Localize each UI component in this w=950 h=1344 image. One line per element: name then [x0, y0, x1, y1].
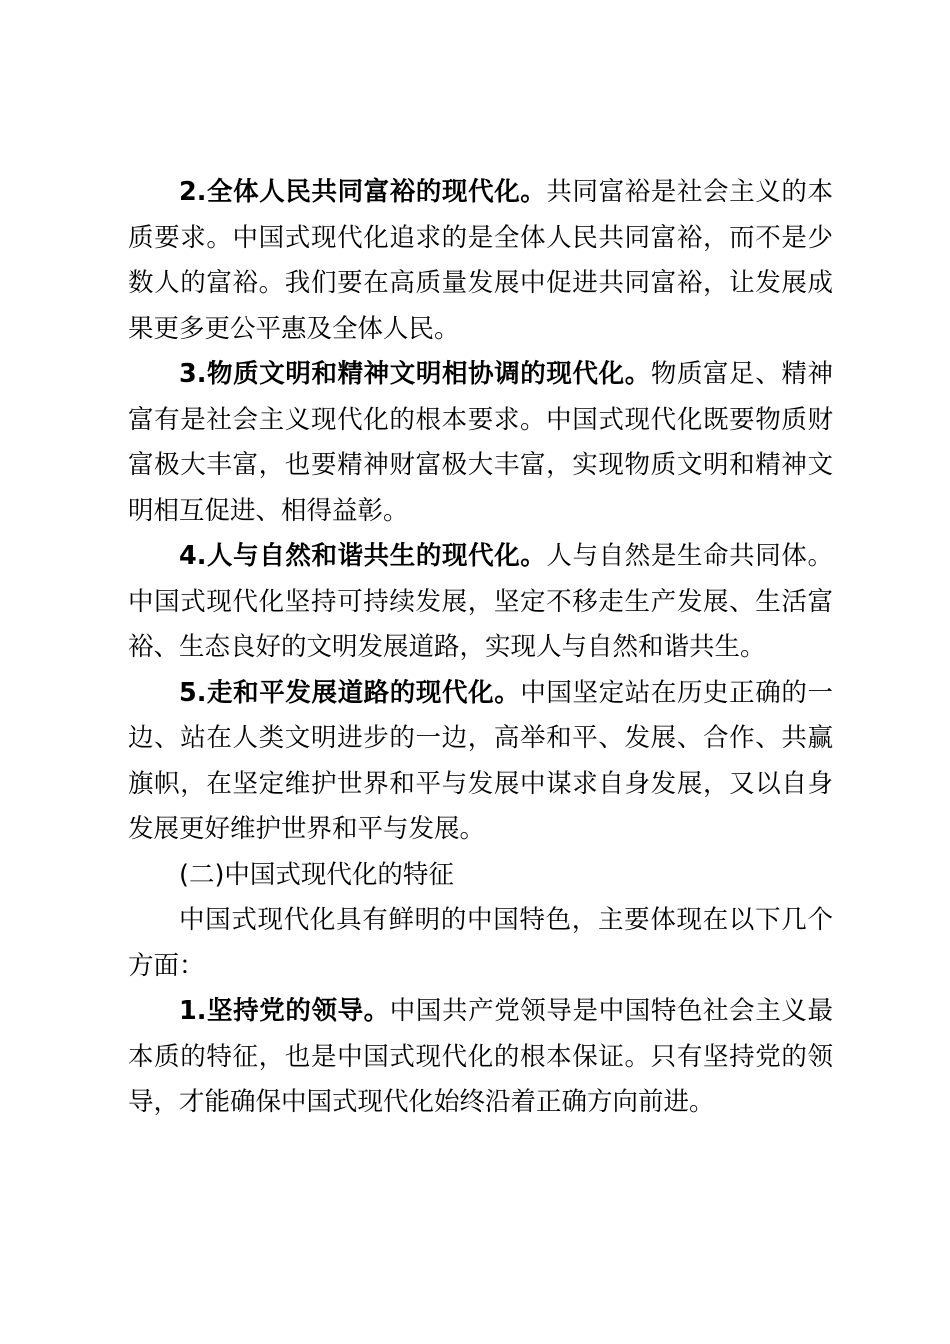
paragraph-lead: 4.人与自然和谐共生的现代化。: [179, 541, 547, 571]
intro-paragraph: 中国式现代化具有鲜明的中国特色，主要体现在以下几个方面：: [128, 905, 833, 981]
paragraph-lead: 5.走和平发展道路的现代化。: [179, 677, 521, 708]
paragraph-body: 物质富足、精神富有是社会主义现代化的根本要求。中国式现代化既要物质财富极大丰富，也要精神财富极大丰富，实现物质文明和精神文明相互促进、相得益彰。: [128, 359, 833, 526]
paragraph-peaceful-development: [128, 671, 833, 853]
paragraph-body: 中国坚定站在历史正确的一边、站在人类文明进步的一边，高举和平、发展、合作、共赢旗帜，在坚定维护世界和平与发展中谋求自身发展，又以自身发展更好维护世界和平与发展。: [128, 677, 833, 844]
paragraph-common-prosperity: [128, 170, 833, 352]
section-heading: (二)中国式现代化的特征: [179, 859, 454, 890]
paragraph-lead: 1.坚持党的领导。: [179, 996, 390, 1026]
paragraph-lead: 3.物质文明和精神文明相协调的现代化。: [179, 359, 651, 389]
paragraph-harmony-nature: [128, 534, 833, 671]
paragraph-party-leadership: [128, 989, 833, 1126]
paragraph-body: 共同富裕是社会主义的本质要求。中国式现代化追求的是全体人民共同富裕，而不是少数人的富裕。我们要在高质量发展中促进共同富裕，让发展成果更多更公平惠及全体人民。: [128, 177, 833, 344]
paragraph-lead: 2.全体人民共同富裕的现代化。: [179, 177, 547, 207]
paragraph-body: 人与自然是生命共同体。中国式现代化坚持可持续发展，坚定不移走生产发展、生活富裕、生态良好的文明发展道路，实现人与自然和谐共生。: [128, 541, 833, 662]
paragraph-material-spiritual: [128, 352, 833, 534]
paragraph-body: 中国共产党领导是中国特色社会主义最本质的特征，也是中国式现代化的根本保证。只有坚持党的领导，才能确保中国式现代化始终沿着正确方向前进。: [128, 996, 833, 1117]
document-page: [128, 170, 833, 1126]
